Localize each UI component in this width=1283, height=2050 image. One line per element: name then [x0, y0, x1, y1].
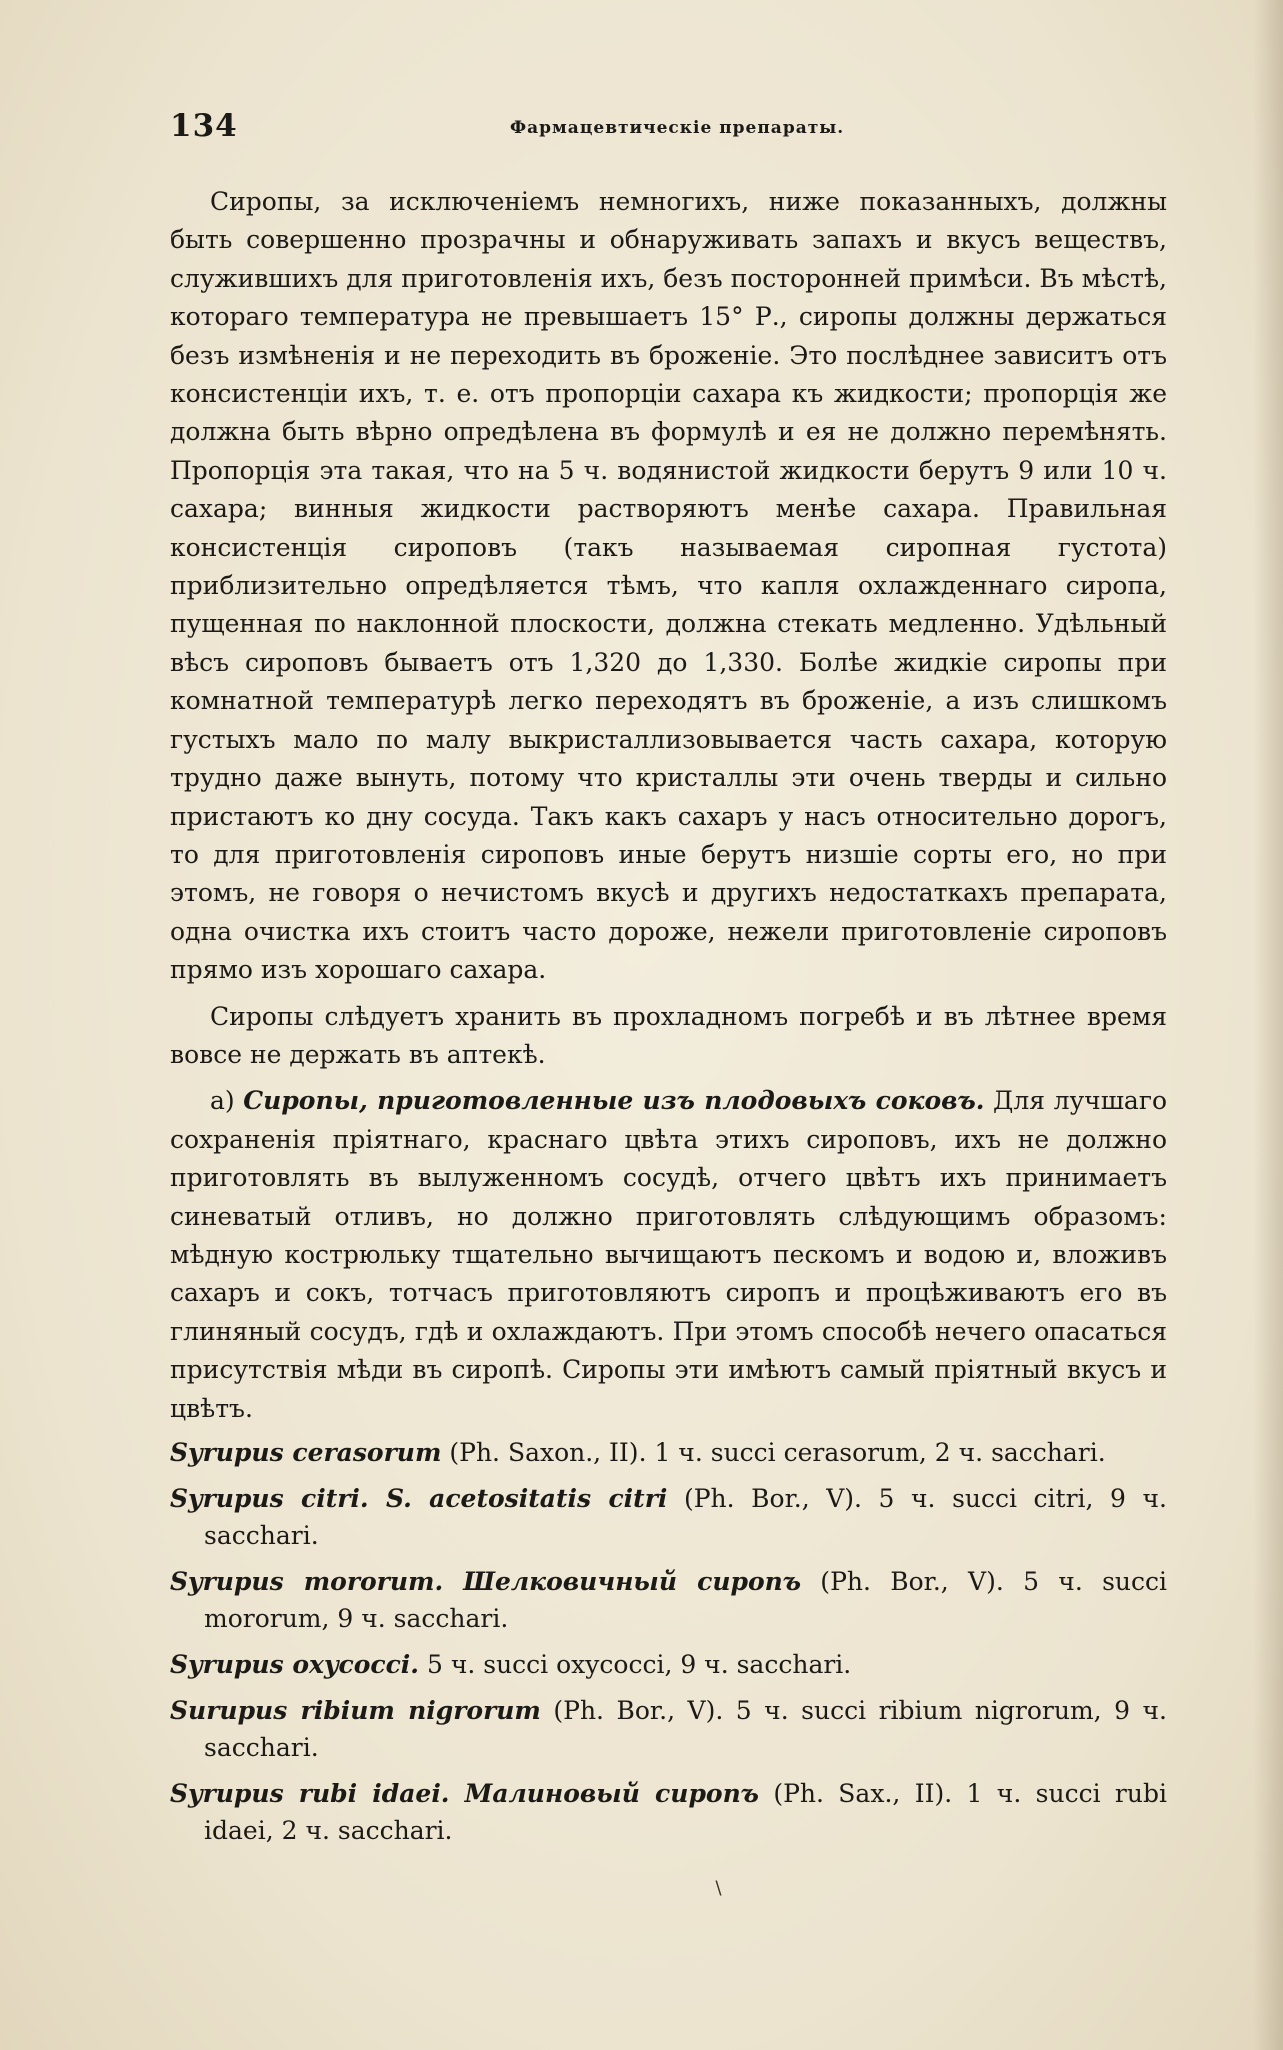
recipe-text: (Ph. Bor., V). 5 ч. succi citri, 9 ч. sacchari.	[204, 1484, 1168, 1550]
recipe-title: Syrupus mororum. Шелковичный сиропъ	[170, 1567, 802, 1596]
section-prefix: а)	[210, 1086, 235, 1116]
recipe-entry	[170, 1692, 1167, 1766]
running-head: Фармацевтическiе препараты.	[510, 118, 845, 138]
recipe-entry	[170, 1646, 1167, 1683]
paragraph-syrup-storage: Сиропы слѣдуетъ хранить въ прохладномъ погребѣ и въ лѣтнее время вовсе не держать въ аптекѣ.	[170, 1001, 1167, 1069]
recipe-entry	[170, 1563, 1167, 1637]
section-text: Для лучшаго сохраненiя прiятнаго, краснаго цвѣта этихъ сироповъ, ихъ не должно приготовлять въ вылуженномъ сосудѣ, отчего цвѣтъ ихъ принимаетъ синеватый отливъ, но должно приготовлять слѣдующимъ образомъ: мѣдную кострюльку тщательно вычищаютъ пескомъ и водою и, вложивъ сахаръ и сокъ, тотчасъ приготовляютъ сиропъ и процѣживаютъ его въ глиняный сосудъ, гдѣ и охлаждаютъ. При этомъ способѣ нечего опасаться присутствiя мѣди въ сиропѣ. Сиропы эти имѣютъ самый прiятный вкусъ и цвѣтъ.	[170, 1086, 1167, 1423]
paragraph-fruit-syrups	[170, 1082, 1167, 1428]
recipe-text: (Ph. Sax., II). 1 ч. succi rubi idaei, 2 ч. sacchari.	[204, 1779, 1167, 1845]
recipe-text: (Ph. Bor., V). 5 ч. succi ribium nigrorum, 9 ч. sacchari.	[204, 1696, 1167, 1762]
recipe-title: Syrupus citri. S. acetositatis citri	[170, 1484, 668, 1513]
recipe-list	[170, 1434, 1167, 1849]
recipe-text: 5 ч. succi oxycocci, 9 ч. sacchari.	[419, 1650, 852, 1679]
page-body	[170, 183, 1167, 1858]
paragraph-syrup-properties: Сиропы, за исключенiемъ немногихъ, ниже показанныхъ, должны быть совершенно прозрачны и обнаруживать запахъ и вкусъ веществъ, служившихъ для приготовленiя ихъ, безъ посторонней примѣси. Въ мѣстѣ, котораго температура не превышаетъ 15° Р., сиропы должны держаться безъ измѣненiя и не переходить въ броженiе. Это послѣднее зависитъ отъ консистенцiи ихъ, т. е. отъ пропорцiи сахара къ жидкости; пропорцiя же должна быть вѣрно опредѣлена въ формулѣ и ея не должно перемѣнять. Пропорцiя эта такая, что на 5 ч. водянистой жидкости берутъ 9 или 10 ч. сахара; винныя жидкости растворяютъ менѣе сахара. Правильная консистенцiя сироповъ (такъ называемая сиропная густота) приблизительно опредѣляется тѣмъ, что капля охлажденнаго сиропа, пущенная по наклонной плоскости, должна стекать медленно. Удѣльный вѣсъ сироповъ бываетъ отъ 1,320 до 1,330. Болѣе жидкiе сиропы при комнатной температурѣ легко переходятъ въ броженiе, а изъ слишкомъ густыхъ мало по малу выкристаллизовывается часть сахара, которую трудно даже вынуть, потому что кристаллы эти очень тверды и сильно пристаютъ ко дну сосуда. Такъ какъ сахаръ у насъ относительно дорогъ, то для приготовленiя сироповъ иные берутъ низшiе сорты его, но при этомъ, не говоря о нечистомъ вкусѣ и другихъ недостаткахъ препарата, одна очистка ихъ стоитъ часто дороже, нежели приготовленiе сироповъ прямо изъ хорошаго сахара.	[170, 187, 1167, 985]
recipe-entry	[170, 1480, 1167, 1554]
section-heading: Сиропы, приготовленные изъ плодовыхъ соковъ.	[243, 1086, 985, 1116]
recipe-title: Surupus ribium nigrorum	[170, 1696, 541, 1725]
recipe-title: Syrupus oxycocci.	[170, 1650, 420, 1679]
recipe-entry	[170, 1434, 1167, 1471]
recipe-text: (Ph. Bor., V). 5 ч. succi mororum, 9 ч. sacchari.	[204, 1567, 1167, 1633]
recipe-text: (Ph. Saxon., II). 1 ч. succi cerasorum, 2 ч. sacchari.	[441, 1438, 1106, 1467]
recipe-title: Syrupus rubi idaei. Малиновый сиропъ	[170, 1779, 759, 1808]
page-header	[170, 108, 1135, 148]
page-number: 134	[170, 108, 238, 144]
recipe-title: Syrupus cerasorum	[170, 1438, 442, 1467]
ink-speck: ∖	[712, 1878, 724, 1899]
page-edge-shadow	[1253, 0, 1283, 2050]
recipe-entry	[170, 1775, 1167, 1849]
